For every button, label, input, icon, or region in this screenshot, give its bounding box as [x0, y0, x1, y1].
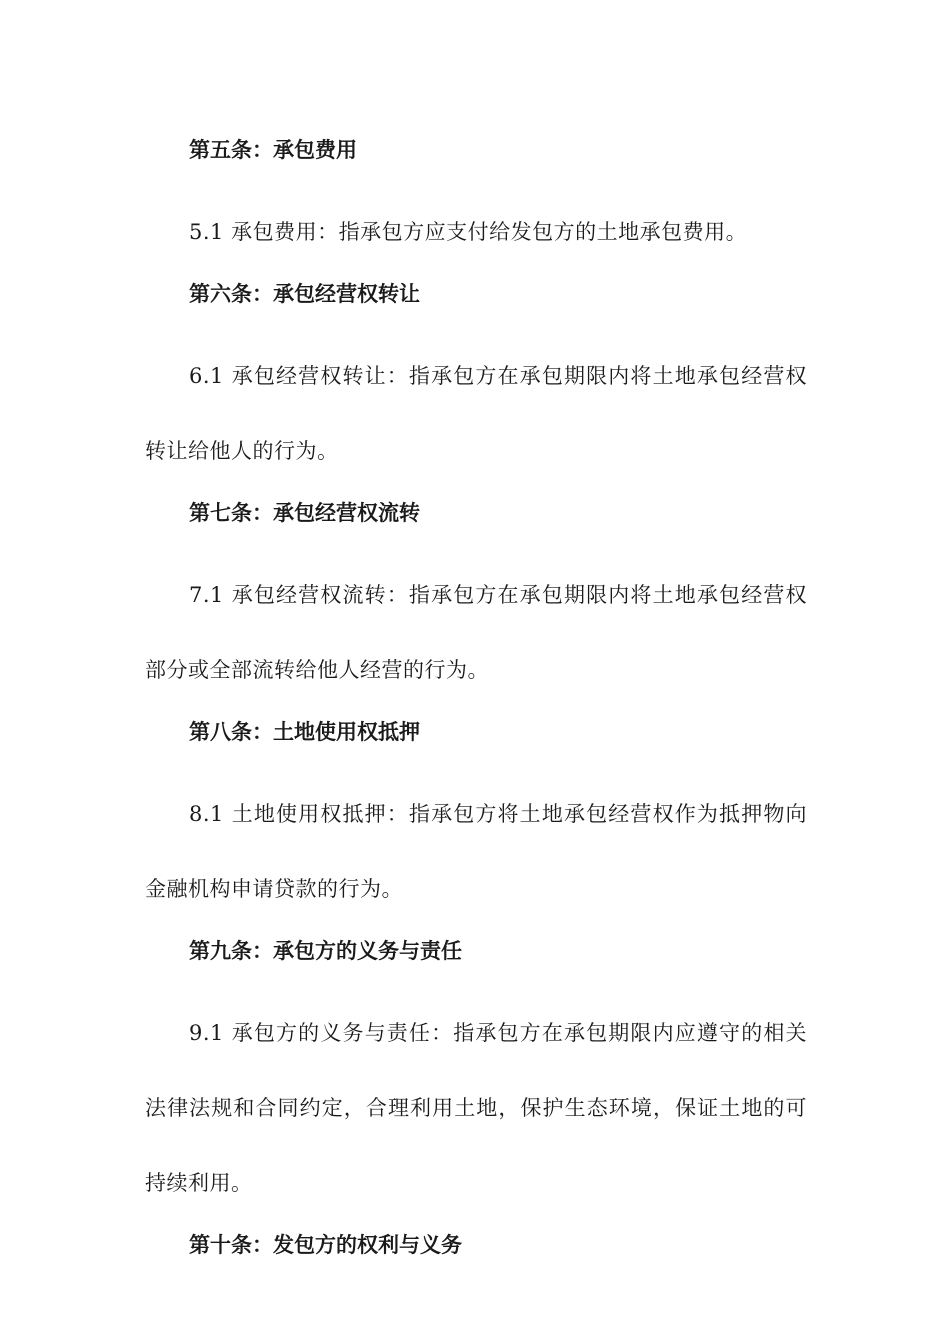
- section-paragraph-5: 5.1 承包费用：指承包方应支付给发包方的土地承包费用。: [189, 220, 748, 244]
- section-paragraph-6: 6.1 承包经营权转让：指承包方在承包期限内将土地承包经营权转让给他人的行为。: [145, 364, 807, 463]
- section-paragraph-9: 9.1 承包方的义务与责任：指承包方在承包期限内应遵守的相关法律法规和合同约定，合理利用土地，保护生态环境，保证土地的可持续利用。: [145, 1021, 807, 1195]
- section-heading-10: 第十条：发包方的权利与义务: [189, 1233, 462, 1257]
- section-paragraph-7: 7.1 承包经营权流转：指承包方在承包期限内将土地承包经营权部分或全部流转给他人经营的行为。: [145, 583, 807, 682]
- section-paragraph-8: 8.1 土地使用权抵押：指承包方将土地承包经营权作为抵押物向金融机构申请贷款的行为。: [145, 802, 807, 901]
- section-heading-9: 第九条：承包方的义务与责任: [189, 939, 462, 963]
- section-heading-6: 第六条：承包经营权转让: [189, 282, 420, 306]
- section-heading-5: 第五条：承包费用: [189, 138, 357, 162]
- document-body: [145, 126, 807, 1270]
- section-heading-7: 第七条：承包经营权流转: [189, 501, 420, 525]
- section-heading-8: 第八条：土地使用权抵押: [189, 720, 420, 744]
